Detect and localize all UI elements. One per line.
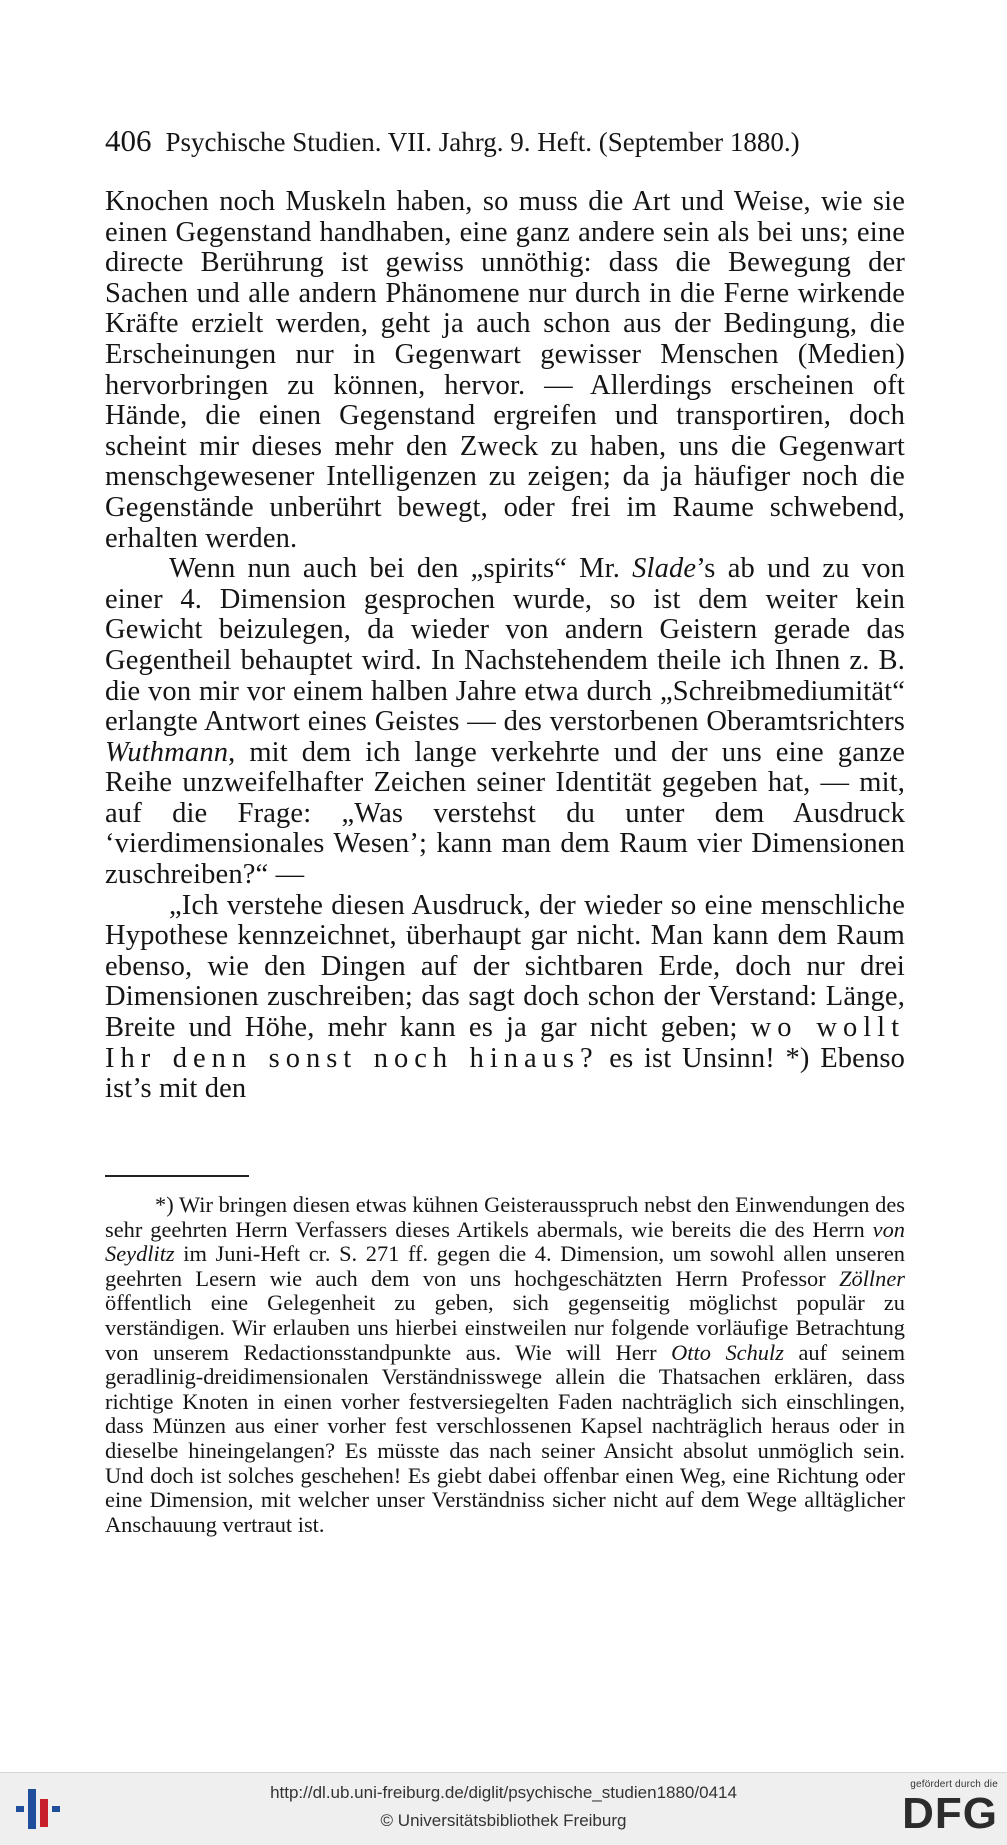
text-run: „Ich verstehe diesen Ausdruck, der wieder so eine menschliche Hypothese kennzeichnet, überhaupt gar nicht. Man kann dem Raum ebenso, wie den Dingen auf der sichtbaren Erde, doch nur drei Dimensionen zuschreiben; das sagt doch schon der Verstand: Länge, Breite und Höhe, mehr kann es ja gar nicht geben; (105, 889, 905, 1044)
page-url[interactable]: http://dl.ub.uni-freiburg.de/diglit/psychische_studien1880/0414 (270, 1783, 737, 1802)
text-run: im Juni-Heft cr. S. 271 ff. gegen die 4. Dimension, um sowohl allen unseren geehrten Lesern wie auch dem von uns hochgeschätzten Herrn Professor (105, 1241, 905, 1291)
footnote-text (105, 1193, 905, 1537)
copyright-notice: © Universitätsbibliothek Freiburg (380, 1811, 627, 1830)
dfg-wordmark: DFG (902, 1789, 998, 1838)
body-text (105, 187, 905, 1105)
text-run: auf seinem geradlinig-dreidimensionalen Verständnisswege allein die Thatsachen erklären, dass richtige Knoten in einen vorher festversiegelten Faden nachträglich sich einschlingen, dass Münzen aus einer vorher fest verschlossenen Kapsel nachträglich heraus oder in dieselbe hineingelangen? Es müsste das nach seiner Ansicht absolut unmöglich sein. Und doch ist solches geschehen! Es giebt dabei offenbar einen Weg, eine Richtung oder eine Dimension, mit welcher unser Verständniss sicher nicht auf dem Wege alltäglicher Anschauung vertraut ist. (105, 1339, 905, 1537)
name-zoellner: Zöllner (839, 1265, 905, 1291)
text-run: ’s ab und zu von einer 4. Dimension gesprochen wurde, so ist dem weiter kein Gewicht beizulegen, da wieder von andern Geistern gerade das Gegentheil behauptet wird. In Nachstehendem theile ich Ihnen z. B. die von mir vor einem halben Jahre etwa durch „Schreibmediumität“ erlangte Antwort eines Geistes — des verstorbenen Oberamtsrichters (105, 553, 905, 738)
name-schulz: Otto Schulz (671, 1339, 784, 1365)
viewer-footer-bar (0, 1772, 1007, 1845)
text-run: es ist Unsinn! *) Ebenso ist’s mit den (105, 1042, 905, 1105)
text-run: , mit dem ich lange verkehrte und der uns eine ganze Reihe unzweifelhafter Zeichen seiner Identität gegeben hat, — mit, auf die Frage: „Was verstehst du unter dem Ausdruck ‘vierdimensionales Wesen’; kann man dem Raum vier Dimensionen zuschreiben?“ — (105, 736, 905, 891)
name-slade: Slade (632, 553, 697, 585)
text-run: Wenn nun auch bei den „spirits“ Mr. (169, 553, 633, 585)
name-seydlitz: von Seydlitz (105, 1216, 905, 1267)
paragraph-3 (105, 891, 905, 1105)
name-wuthmann: Wuthmann (105, 736, 229, 768)
paragraph-2 (105, 554, 905, 891)
page-number: 406 (105, 123, 152, 158)
footnote-separator (105, 1175, 249, 1177)
text-run: *) Wir bringen diesen etwas kühnen Geisterausspruch nebst den Einwendungen des sehr geehrten Herrn Verfassers dieses Artikels abermals, wie bereits die des Herrn (105, 1192, 905, 1242)
footnote (105, 1193, 905, 1537)
running-title: Psychische Studien. VII. Jahrg. 9. Heft. (September 1880.) (165, 127, 800, 157)
dfg-logo[interactable] (888, 1779, 998, 1841)
text-run: öffentlich eine Gelegenheit zu geben, sich gegenseitig möglichst populär zu verständigen. Wir erlauben uns hierbei einstweilen nur folgende vorläufige Betrachtung von unserem Redactionsstandpunkte aus. Wie will Herr (105, 1290, 905, 1365)
paragraph-1: Knochen noch Muskeln haben, so muss die Art und Weise, wie sie einen Gegenstand handhaben, eine ganz andere sein als bei uns; eine directe Berührung ist gewiss unnöthig: dass die Bewegung der Sachen und alle andern Phänomene nur durch in die Ferne wirkende Kräfte erzielt werden, geht ja auch schon aus der Bedingung, die Erscheinungen nur in Gegenwart gewisser Menschen (Medien) hervorbringen zu können, hervor. — Allerdings erscheinen oft Hände, die einen Gegenstand ergreifen und transportiren, doch scheint mir dieses mehr den Zweck zu haben, uns die Gegenwart menschgewesener Intelligenzen zu zeigen; da ja häufiger noch die Gegenstände unberührt bewegt, oder frei im Raume schwebend, erhalten werden. (105, 186, 905, 554)
page-header (105, 124, 887, 159)
spaced-text: wo wollt Ihr denn sonst noch hinaus? (105, 1012, 906, 1074)
dfg-caption: gefördert durch die (910, 1779, 998, 1790)
